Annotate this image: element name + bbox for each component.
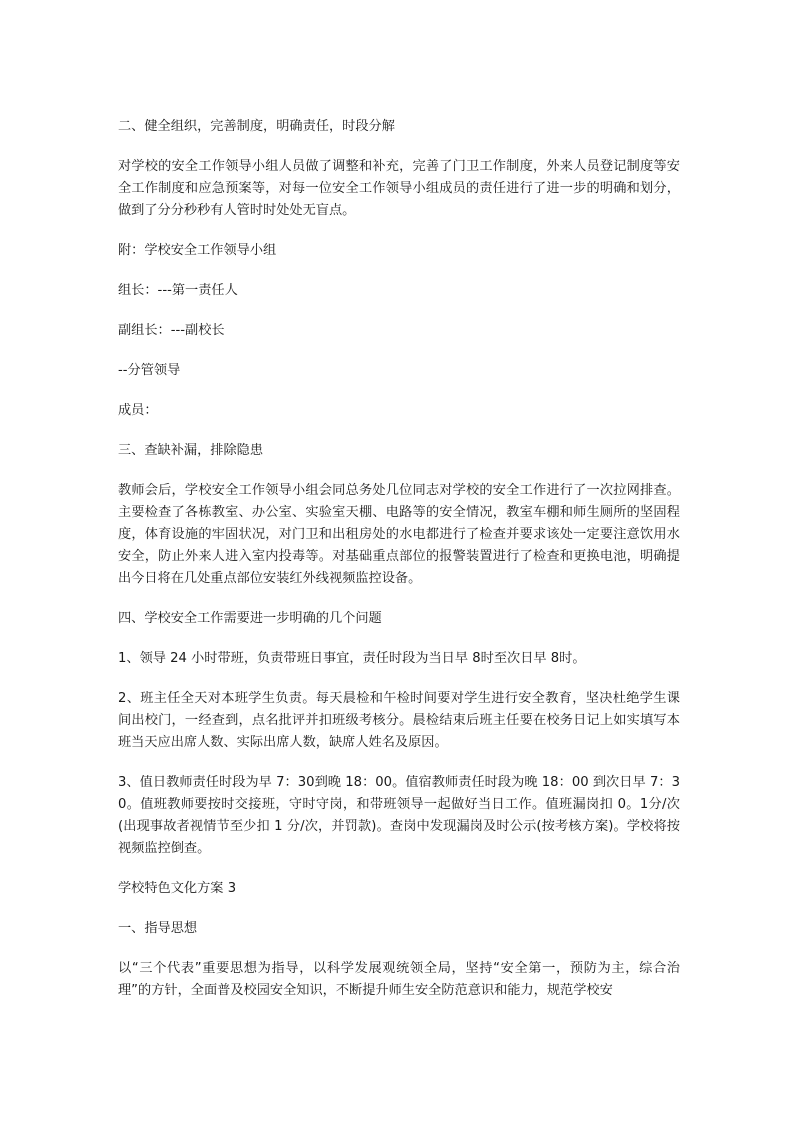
section-heading-4: 四、学校安全工作需要进一步明确的几个问题	[118, 611, 382, 626]
list-item-2: 2、班主任全天对本班学生负责。每天晨检和午检时间要对学生进行安全教育，坚决杜绝学生课间出校门，一经查到，点名批评并扣班级考核分。晨检结束后班主任要在校务日记上如实填写本班当天应出席人数、实际出席人数，缺席人姓名及原因。	[118, 691, 680, 750]
appendix-heading: 附：学校安全工作领导小组	[118, 243, 277, 258]
document-title: 学校特色文化方案 3	[118, 881, 237, 896]
list-item-1: 1、领导 24 小时带班，负责带班日事宜，责任时段为当日早 8时至次日早 8时。	[118, 651, 586, 666]
group-leader-line: 组长：---第一责任人	[118, 283, 238, 298]
members-line: 成员：	[118, 403, 158, 418]
body-paragraph: 以“三个代表”重要思想为指导，以科学发展观统领全局，坚持“安全第一，预防为主，综合治理”的方针，全面普及校园安全知识，不断提升师生安全防范意识和能力，规范学校安	[118, 961, 680, 998]
section-heading-2: 二、健全组织，完善制度，明确责任，时段分解	[118, 119, 395, 134]
body-paragraph: 教师会后，学校安全工作领导小组会同总务处几位同志对学校的安全工作进行了一次拉网排查。主要检查了各栋教室、办公室、实验室天棚、电路等的安全情况，教室车棚和师生厕所的坚固程度，体育设施的牢固状况，对门卫和出租房处的水电都进行了检查并要求该处一定要注意饮用水安全，防止外来人进入室内投毒等。对基础重点部位的报警装置进行了检查和更换电池，明确提出今日将在几处重点部位安装红外线视频监控设备。	[118, 483, 680, 586]
division-leader-line: --分管领导	[118, 363, 181, 378]
section-heading-1: 一、指导思想	[118, 921, 198, 936]
deputy-leader-line: 副组长：---副校长	[118, 323, 225, 338]
body-paragraph: 对学校的安全工作领导小组人员做了调整和补充，完善了门卫工作制度，外来人员登记制度等安全工作制度和应急预案等，对每一位安全工作领导小组成员的责任进行了进一步的明确和划分，做到了分分秒秒有人管时时处处无盲点。	[118, 159, 680, 218]
document-page	[118, 116, 680, 1002]
list-item-3: 3、值日教师责任时段为早 7：30到晚 18：00。值宿教师责任时段为晚 18：00 到次日早 7：30。值班教师要按时交接班，守时守岗，和带班领导一起做好当日工作。值班漏岗扣 0。1分/次(出现事故者视情节至少扣 1 分/次，并罚款)。查岗中发现漏岗及时公示(按考核方案)。学校将按视频监控倒查。	[118, 775, 680, 856]
section-heading-3: 三、查缺补漏，排除隐患	[118, 443, 264, 458]
